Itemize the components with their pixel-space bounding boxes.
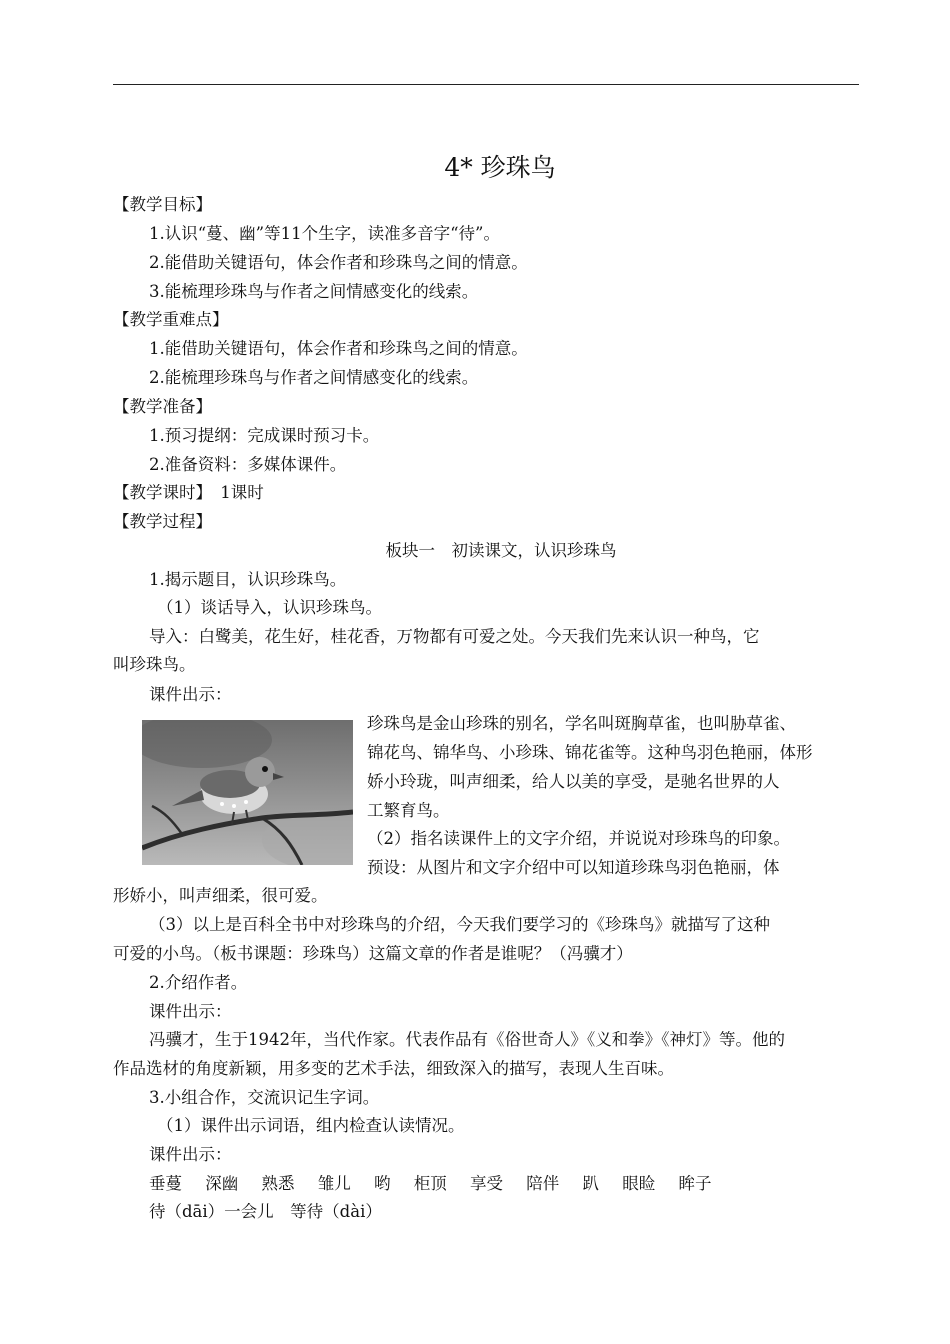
prep-heading: 【教学准备】 (113, 397, 212, 416)
step-2: 2.介绍作者。 (149, 973, 248, 992)
vocab-word: 柜顶 (413, 1174, 447, 1193)
keypoint-item: 1.能借助关键语句，体会作者和珍珠鸟之间的情意。 (149, 339, 528, 358)
bird-description-line: 娇小玲珑，叫声细柔，给人以美的享受，是驰名世界的人 (367, 772, 780, 791)
step-3-sub-1: （1）课件出示词语，组内检查认读情况。 (157, 1116, 465, 1135)
step-1: 1.揭示题目，认识珍珠鸟。 (149, 570, 347, 589)
objective-item: 3.能梳理珍珠鸟与作者之间情感变化的线索。 (149, 282, 479, 301)
vocab-word: 眼睑 (622, 1174, 656, 1193)
vocab-list (149, 1173, 895, 1195)
bird-description-line: 锦花鸟、锦华鸟、小珍珠、锦花雀等。这种鸟羽色艳丽，体形 (367, 743, 813, 762)
courseware-label: 课件出示： (149, 685, 232, 704)
courseware-label: 课件出示： (149, 1002, 232, 1021)
vocab-word: 哟 (374, 1174, 391, 1193)
objective-item: 2.能借助关键语句，体会作者和珍珠鸟之间的情意。 (149, 253, 528, 272)
preset-line: 预设：从图片和文字介绍中可以知道珍珠鸟羽色艳丽，体 (367, 858, 780, 877)
hours-line: 【教学课时】 1课时 (113, 483, 264, 502)
pearl-bird-photo (142, 720, 353, 865)
bird-description-line: 珍珠鸟是金山珍珠的别名，学名叫斑胸草雀，也叫胁草雀、 (367, 714, 796, 733)
vocab-word: 深幽 (205, 1174, 239, 1193)
keypoint-item: 2.能梳理珍珠鸟与作者之间情感变化的线索。 (149, 368, 479, 387)
block-title: 板块一 初读课文，认识珍珠鸟 (385, 541, 617, 560)
vocab-word: 享受 (470, 1174, 503, 1193)
vocab-word: 熟悉 (261, 1174, 295, 1193)
bird-description-line: 工繁育鸟。 (367, 801, 450, 820)
vocab-word: 垂蔓 (149, 1174, 182, 1193)
keypoints-heading: 【教学重难点】 (113, 310, 229, 329)
intro-line: 叫珍珠鸟。 (113, 655, 196, 674)
bird-on-branch-icon (142, 720, 353, 865)
prep-item: 1.预习提纲：完成课时预习卡。 (149, 426, 380, 445)
lesson-title: 4* 珍珠鸟 (444, 153, 556, 182)
step-1-sub-3-cont: 可爱的小鸟。（板书课题：珍珠鸟）这篇文章的作者是谁呢？（冯骥才） (113, 944, 633, 963)
preset-line: 形娇小，叫声细柔，很可爱。 (113, 886, 328, 905)
vocab-word: 趴 (582, 1174, 599, 1193)
author-line: 作品选材的角度新颖，用多变的艺术手法，细致深入的描写，表现人生百味。 (113, 1059, 674, 1078)
author-line: 冯骥才，生于1942年，当代作家。代表作品有《俗世奇人》《义和拳》《神灯》等。他的 (149, 1030, 785, 1049)
intro-line: 导入：白鹭美，花生好，桂花香，万物都有可爱之处。今天我们先来认识一种鸟，它 (149, 627, 760, 646)
vocab-word: 陪伴 (526, 1174, 560, 1193)
vocab-word: 眸子 (678, 1174, 712, 1193)
step-1-sub-2: （2）指名读课件上的文字介绍，并说说对珍珠鸟的印象。 (367, 829, 790, 848)
vocab-word: 雏儿 (317, 1174, 351, 1193)
header-rule (113, 84, 859, 85)
process-heading: 【教学过程】 (113, 512, 212, 531)
step-1-sub-1: （1）谈话导入，认识珍珠鸟。 (157, 598, 382, 617)
step-1-sub-3: （3）以上是百科全书中对珍珠鸟的介绍，今天我们要学习的《珍珠鸟》就描写了这种 (149, 915, 770, 934)
objective-item: 1.认识“蔓、幽”等11个生字，读准多音字“待”。 (149, 224, 500, 243)
polyphone-line: 待（dāi）一会儿 等待（dài） (149, 1202, 382, 1221)
courseware-label: 课件出示： (149, 1145, 232, 1164)
objectives-heading: 【教学目标】 (113, 195, 212, 214)
step-3: 3.小组合作，交流识记生字词。 (149, 1088, 380, 1107)
prep-item: 2.准备资料：多媒体课件。 (149, 455, 347, 474)
